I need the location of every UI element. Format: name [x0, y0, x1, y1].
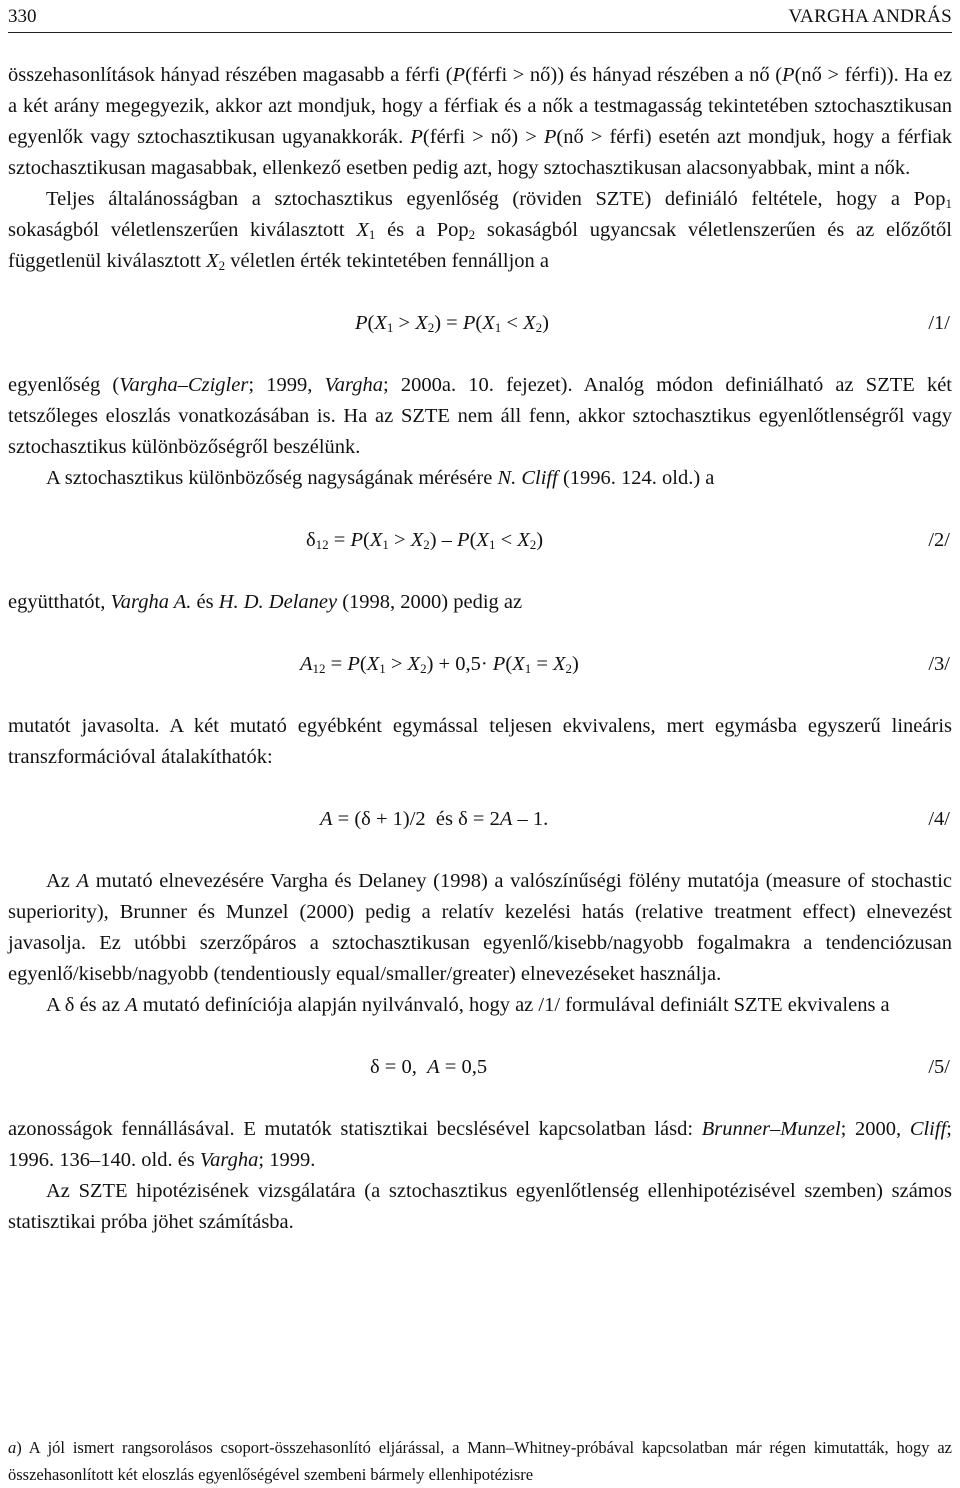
equation-3-formula: $A_{12} = P(X_1 > X_2) + 0,5\cdot P(X_1 = X_2)$	[300, 653, 579, 676]
paragraph-2: Teljes általánosságban a sztochasztikus egyenlőség (röviden SZTE) definiáló feltétele, hogy a Pop$_1$ sokaságból véletlenszerűen kiválasztott $X_1$ és a Pop$_2$ sokaságból ugyancsak véletlenszerűen és az előzőtől függetlenül kiválasztott $X_2$ véletlen érték tekintetében fennálljon a	[8, 188, 952, 273]
paragraph-6: mutatót javasolta. A két mutató egyébként egymással teljesen ekvivalens, mert egymásba egyszerű lineáris transzformációval átalakíthatók:	[8, 715, 952, 768]
equation-5-formula: δ = 0, A = 0,5	[370, 1056, 488, 1078]
equation-4-formula: A = (δ + 1)/2 és δ = 2A – 1.	[320, 808, 549, 830]
main-text	[8, 60, 952, 1238]
equation-3-number: /3/	[928, 653, 950, 675]
running-head-author: VARGHA ANDRÁS	[788, 6, 952, 27]
page-number: 330	[8, 6, 37, 27]
paragraph-8: A δ és az A mutató definíciója alapján nyilvánvaló, hogy az /1/ formulával definiált SZTE ekvivalens a	[46, 994, 890, 1016]
equation-2-number: /2/	[928, 529, 950, 551]
paragraph-4: A sztochasztikus különbözőség nagyságának mérésére N. Cliff (1996. 124. old.) a	[46, 467, 715, 489]
paragraph-5: együtthatót, Vargha A. és H. D. Delaney (1998, 2000) pedig az	[8, 591, 523, 613]
equation-4-number: /4/	[928, 808, 950, 830]
paragraph-7: Az A mutató elnevezésére Vargha és Delaney (1998) a valószínűségi fölény mutatója (measure of stochastic superiority), Brunner és Munzel (2000) pedig a relatív kezelési hatás (relative treatment effect) elnevezést javasolja. Ez utóbbi szerzőpáros a sztochasztikusan egyenlő/kisebb/nagyobb fogalmakra a tendenciózusan egyenlő/kisebb/nagyobb (tendentiously equal/smaller/greater) elnevezéseket használja.	[8, 870, 952, 985]
running-header	[8, 4, 952, 32]
equation-5	[8, 1052, 952, 1083]
header-rule	[8, 32, 952, 33]
footnote: a) A jól ismert rangsorolásos csoport-összehasonlító eljárással, a Mann–Whitney-próbával kapcsolatban már régen kimutatták, hogy az összehasonlított két eloszlás egyenlőségével szembeni bármely ellenhipotézisre	[8, 1438, 952, 1484]
equation-5-number: /5/	[928, 1056, 950, 1078]
equation-3	[8, 649, 952, 680]
paragraph-9: azonosságok fennállásával. E mutatók statisztikai becslésével kapcsolatban lásd: Brunner–Munzel; 2000, Cliff; 1996. 136–140. old. és Vargha; 1999.	[8, 1118, 952, 1171]
equation-4	[8, 804, 952, 835]
paragraph-3: egyenlőség (Vargha–Czigler; 1999, Vargha; 2000a. 10. fejezet). Analóg módon definiálható az SZTE két tetszőleges eloszlás vonatkozásában is. Ha az SZTE nem áll fenn, akkor sztochasztikus egyenlőtlenségről vagy sztochasztikus különbözőségről beszélünk.	[8, 374, 953, 458]
equation-1-formula: $P(X_1 > X_2) = P(X_1 < X_2)$	[355, 312, 549, 335]
paragraph-10: Az SZTE hipotézisének vizsgálatára (a sztochasztikus egyenlőtlenség ellenhipotézisével szemben) számos statisztikai próba jöhet számításba.	[8, 1180, 952, 1233]
paragraph-1: összehasonlítások hányad részében magasabb a férfi (P(férfi > nő)) és hányad részében a nő (P(nő > férfi)). Ha ez a két arány megegyezik, akkor azt mondjuk, hogy a férfiak és a nők a testmagasság tekintetében sztochasztikusan egyenlők vagy sztochasztikusan ugyanakkorák. P(férfi > nő) > P(nő > férfi) esetén azt mondjuk, hogy a férfiak sztochasztikusan magasabbak, ellenkező esetben pedig azt, hogy sztochasztikusan alacsonyabbak, mint a nők.	[8, 64, 952, 179]
equation-1	[8, 308, 952, 339]
equation-1-number: /1/	[928, 312, 950, 334]
equation-2	[8, 525, 952, 556]
equation-2-formula: $\delta_{12} = P(X_1 > X_2) - P(X_1 < X_2)$	[306, 529, 544, 552]
